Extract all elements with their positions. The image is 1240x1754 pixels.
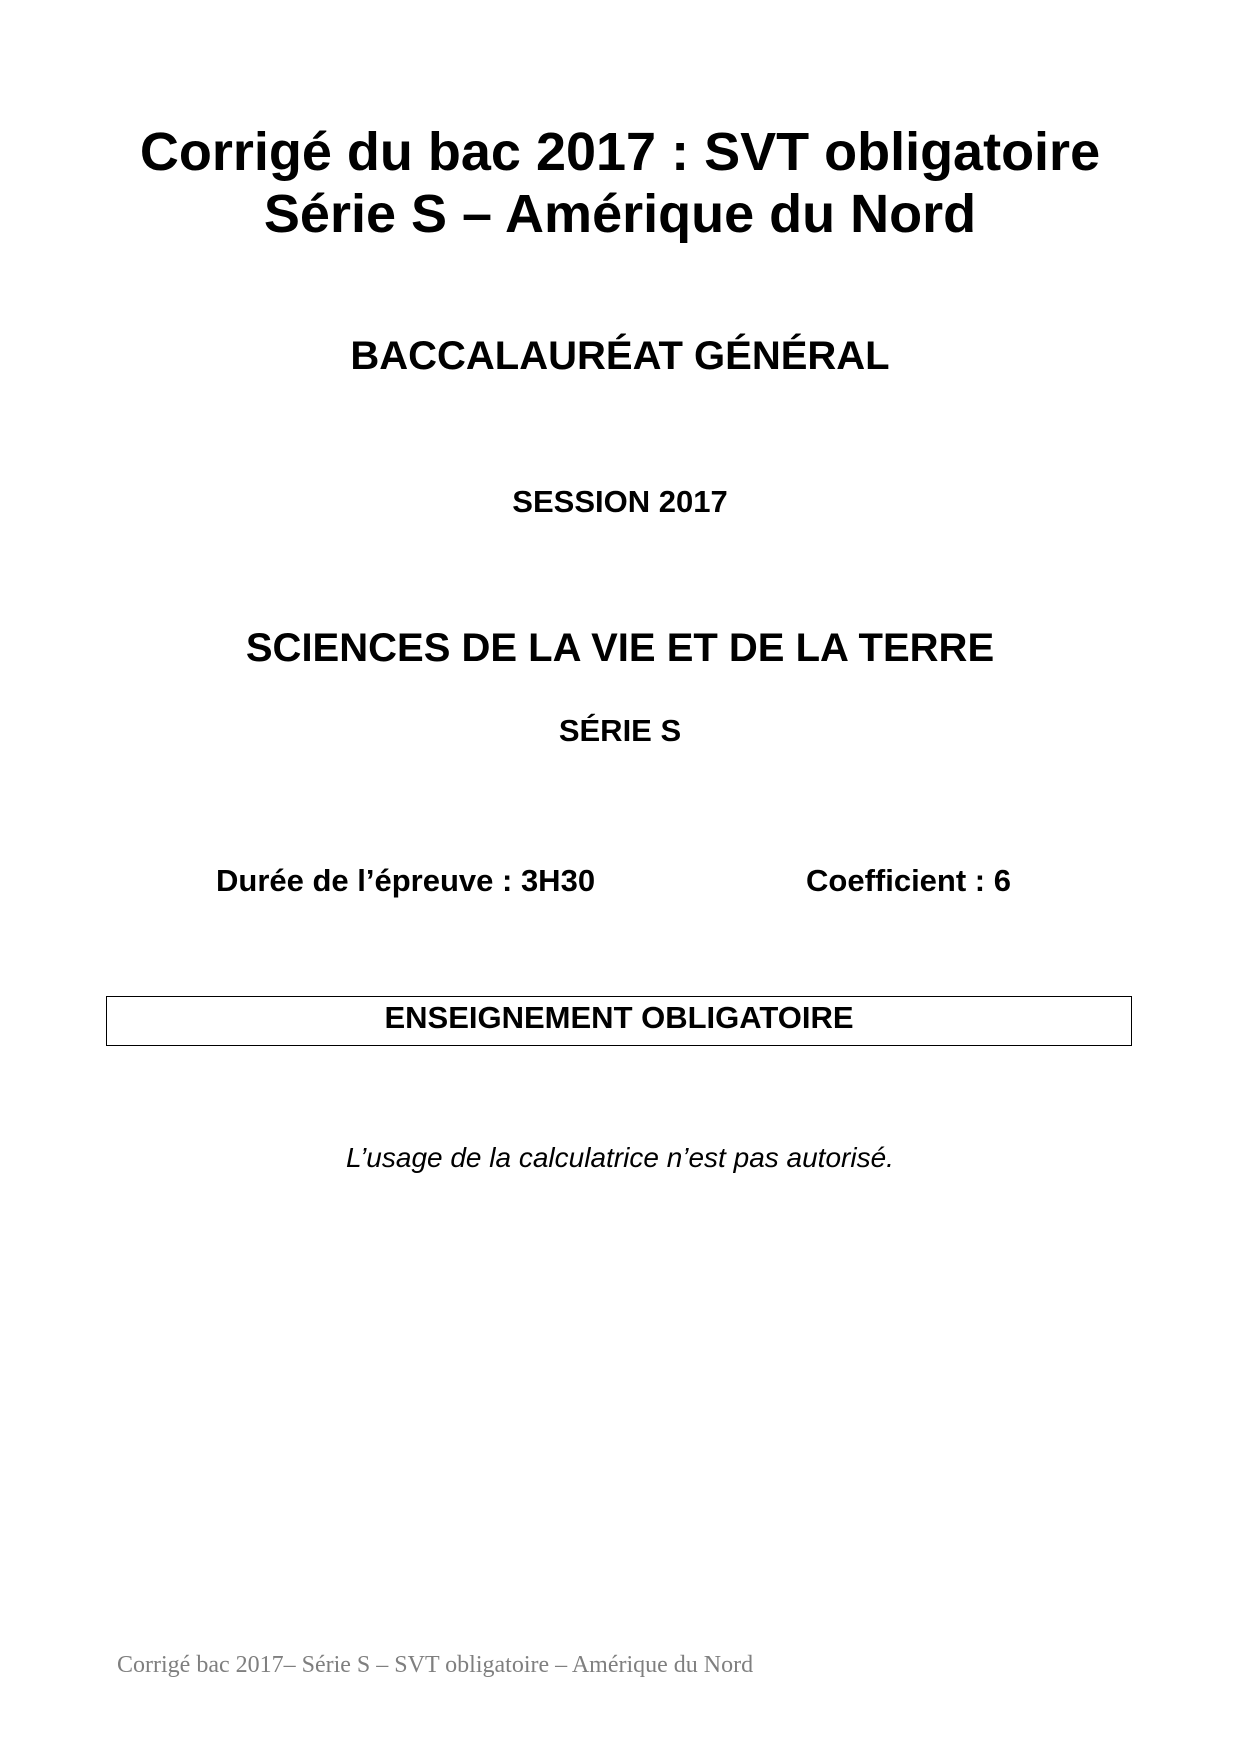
exam-coefficient: Coefficient : 6 xyxy=(806,863,1011,898)
page-footer: Corrigé bac 2017– Série S – SVT obligatoire – Amérique du Nord xyxy=(117,1652,754,1678)
track-banner: ENSEIGNEMENT OBLIGATOIRE xyxy=(106,996,1132,1046)
document-title-line-2: Série S – Amérique du Nord xyxy=(263,184,977,244)
session-heading: SESSION 2017 xyxy=(512,484,728,519)
series-heading: SÉRIE S xyxy=(558,713,682,748)
document-title-line-1: Corrigé du bac 2017 : SVT obligatoire xyxy=(139,122,1101,182)
diploma-heading: BACCALAURÉAT GÉNÉRAL xyxy=(350,334,890,378)
exam-duration: Durée de l’épreuve : 3H30 xyxy=(216,863,596,898)
calculator-note: L’usage de la calculatrice n’est pas autorisé. xyxy=(346,1142,894,1173)
subject-heading: SCIENCES DE LA VIE ET DE LA TERRE xyxy=(245,626,995,670)
